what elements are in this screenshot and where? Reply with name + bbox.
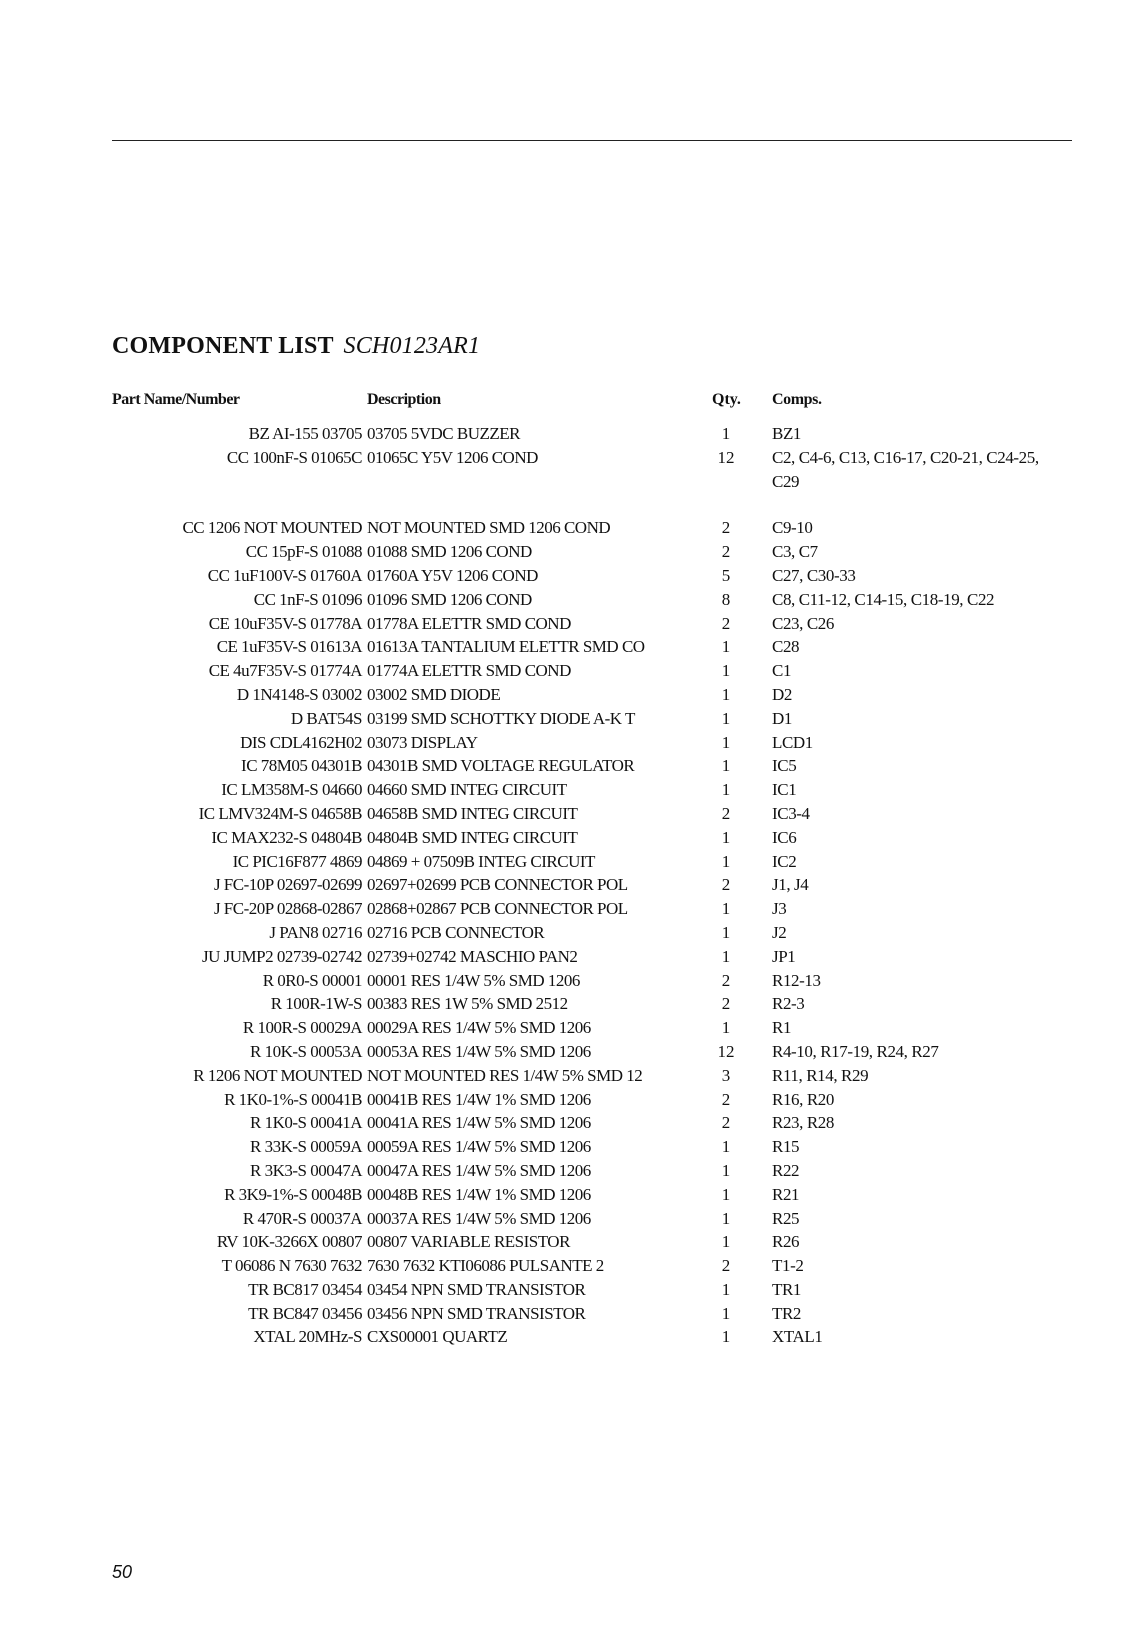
part-cell: IC LM358M-S 04660 <box>221 780 362 800</box>
comps-cell: C9-10 <box>772 518 813 538</box>
table-row <box>112 707 1092 731</box>
table-row <box>112 540 1092 564</box>
description-cell: 00041B RES 1/4W 1% SMD 1206 <box>367 1089 591 1109</box>
part-cell: R 33K-S 00059A <box>249 1137 362 1157</box>
comps-cell: T1-2 <box>772 1256 804 1276</box>
comps-cell: R25 <box>772 1208 800 1228</box>
description-cell: 00001 RES 1/4W 5% SMD 1206 <box>367 970 580 990</box>
part-cell: CE 1uF35V-S 01613A <box>216 637 362 657</box>
qty-cell: 12 <box>717 447 735 467</box>
part-cell: RV 10K-3266X 00807 <box>216 1232 362 1252</box>
table-row <box>112 588 1092 612</box>
part-cell: J FC-10P 02697-02699 <box>213 875 362 895</box>
part-cell: CC 1uF100V-S 01760A <box>207 565 362 585</box>
description-cell: 00053A RES 1/4W 5% SMD 1206 <box>367 1041 591 1061</box>
description-cell: 03456 NPN SMD TRANSISTOR <box>367 1303 586 1323</box>
table-row <box>112 1159 1092 1183</box>
part-cell: D BAT54S <box>290 708 362 728</box>
table-row <box>112 731 1092 755</box>
table-row <box>112 635 1092 659</box>
description-cell: 01760A Y5V 1206 COND <box>367 565 538 585</box>
comps-cell: BZ1 <box>772 424 802 443</box>
comps-cell: D2 <box>772 684 792 704</box>
header-qty: Qty. <box>712 391 741 408</box>
header-part: Part Name/Number <box>112 391 240 408</box>
part-cell: R 100R-S 00029A <box>242 1018 362 1038</box>
qty-cell: 1 <box>721 1208 731 1228</box>
row-spacer <box>112 493 1092 516</box>
comps-cell: R4-10, R17-19, R24, R27 <box>772 1041 939 1061</box>
qty-cell: 1 <box>721 1232 731 1252</box>
part-cell: IC LMV324M-S 04658B <box>198 803 362 823</box>
table-row <box>112 1325 1092 1349</box>
comps-cell: R21 <box>772 1184 800 1204</box>
part-cell: XTAL 20MHz-S <box>253 1327 362 1347</box>
description-cell: 03454 NPN SMD TRANSISTOR <box>367 1279 586 1299</box>
part-cell: D 1N4148-S 03002 <box>236 684 362 704</box>
comps-cell: R26 <box>772 1232 800 1252</box>
qty-cell: 2 <box>721 1089 731 1109</box>
qty-cell: 2 <box>721 970 731 990</box>
comps-cell: R12-13 <box>772 970 821 990</box>
description-cell: 00383 RES 1W 5% SMD 2512 <box>367 994 568 1014</box>
description-cell: NOT MOUNTED SMD 1206 COND <box>367 518 611 538</box>
qty-cell: 1 <box>721 1327 731 1347</box>
part-cell: R 470R-S 00037A <box>242 1208 362 1228</box>
comps-cell: IC3-4 <box>772 803 810 823</box>
table-row <box>112 1230 1092 1254</box>
qty-cell: 1 <box>721 851 731 871</box>
table-row <box>112 1040 1092 1064</box>
qty-cell: 1 <box>721 708 731 728</box>
table-row <box>112 516 1092 540</box>
comps-cell: R2-3 <box>772 994 805 1014</box>
table-row <box>112 446 1092 470</box>
part-cell: J FC-20P 02868-02867 <box>213 899 362 919</box>
part-cell: R 1206 NOT MOUNTED <box>193 1065 362 1085</box>
table-row <box>112 921 1092 945</box>
qty-cell: 1 <box>721 684 731 704</box>
comps-cell: TR2 <box>772 1303 802 1323</box>
table-row <box>112 612 1092 636</box>
qty-cell: 1 <box>721 1303 731 1323</box>
part-cell: T 06086 N 7630 7632 <box>221 1256 362 1276</box>
table-body <box>112 422 1092 1349</box>
comps-cell: C3, C7 <box>772 542 818 562</box>
table-row <box>112 1278 1092 1302</box>
top-rule <box>112 140 1072 141</box>
part-cell: CC 1206 NOT MOUNTED <box>182 518 362 538</box>
description-cell: 00807 VARIABLE RESISTOR <box>367 1232 570 1252</box>
comps-cell: TR1 <box>772 1279 802 1299</box>
qty-cell: 2 <box>721 1256 731 1276</box>
comps-cell: R16, R20 <box>772 1089 834 1109</box>
header-comps: Comps. <box>772 391 822 408</box>
table-row <box>112 1111 1092 1135</box>
qty-cell: 1 <box>721 1184 731 1204</box>
comps-cell: IC6 <box>772 827 797 847</box>
comps-cell: R23, R28 <box>772 1113 834 1133</box>
qty-cell: 1 <box>721 424 731 443</box>
table-row <box>112 470 1092 494</box>
qty-cell: 2 <box>721 542 731 562</box>
qty-cell: 1 <box>721 827 731 847</box>
part-cell: CC 100nF-S 01065C <box>226 447 362 467</box>
table-row <box>112 850 1092 874</box>
qty-cell: 2 <box>721 803 731 823</box>
description-cell: 01613A TANTALIUM ELETTR SMD CO <box>367 637 645 657</box>
qty-cell: 1 <box>721 732 731 752</box>
description-cell: 01065C Y5V 1206 COND <box>367 447 538 467</box>
table-row <box>112 1135 1092 1159</box>
qty-cell: 1 <box>721 661 731 681</box>
comps-cell: C1 <box>772 661 792 681</box>
table-header <box>112 388 1092 422</box>
table-row <box>112 873 1092 897</box>
description-cell: 02697+02699 PCB CONNECTOR POL <box>367 875 628 895</box>
component-table <box>112 388 1092 1349</box>
part-cell: TR BC847 03456 <box>248 1303 362 1323</box>
description-cell: 01088 SMD 1206 COND <box>367 542 532 562</box>
part-cell: BZ AI-155 03705 <box>248 424 362 443</box>
qty-cell: 1 <box>721 756 731 776</box>
header-description: Description <box>367 391 441 408</box>
description-cell: 7630 7632 KTI06086 PULSANTE 2 <box>367 1256 604 1276</box>
part-cell: IC PIC16F877 4869 <box>232 851 362 871</box>
description-cell: 04804B SMD INTEG CIRCUIT <box>367 827 578 847</box>
description-cell: CXS00001 QUARTZ <box>367 1327 508 1347</box>
comps-cell: J2 <box>772 922 787 942</box>
description-cell: 03199 SMD SCHOTTKY DIODE A-K T <box>367 708 635 728</box>
qty-cell: 1 <box>721 922 731 942</box>
description-cell: 01096 SMD 1206 COND <box>367 589 532 609</box>
qty-cell: 5 <box>721 565 731 585</box>
table-row <box>112 1302 1092 1326</box>
description-cell: 00037A RES 1/4W 5% SMD 1206 <box>367 1208 591 1228</box>
part-cell: R 1K0-1%-S 00041B <box>224 1089 362 1109</box>
table-row <box>112 1254 1092 1278</box>
qty-cell: 2 <box>721 994 731 1014</box>
part-cell: TR BC817 03454 <box>248 1279 362 1299</box>
description-cell: 04869 + 07509B INTEG CIRCUIT <box>367 851 595 871</box>
table-row <box>112 683 1092 707</box>
comps-cell: C8, C11-12, C14-15, C18-19, C22 <box>772 589 995 609</box>
description-cell: 00048B RES 1/4W 1% SMD 1206 <box>367 1184 591 1204</box>
table-row <box>112 1088 1092 1112</box>
part-cell: JU JUMP2 02739-02742 <box>201 946 362 966</box>
comps-cell: C2, C4-6, C13, C16-17, C20-21, C24-25, <box>772 447 1039 467</box>
table-row <box>112 897 1092 921</box>
description-cell: 00059A RES 1/4W 5% SMD 1206 <box>367 1137 591 1157</box>
comps-cell: C28 <box>772 637 800 657</box>
part-cell: CE 10uF35V-S 01778A <box>208 613 362 633</box>
part-cell: R 100R-1W-S <box>270 994 362 1014</box>
table-row <box>112 969 1092 993</box>
part-cell: CC 1nF-S 01096 <box>253 589 362 609</box>
description-cell: 02739+02742 MASCHIO PAN2 <box>367 946 578 966</box>
table-row <box>112 754 1092 778</box>
qty-cell: 1 <box>721 637 731 657</box>
description-cell: 03705 5VDC BUZZER <box>367 424 520 443</box>
page-number: 50 <box>112 1562 133 1582</box>
part-cell: R 3K3-S 00047A <box>249 1160 362 1180</box>
qty-cell: 2 <box>721 613 731 633</box>
comps-cell: JP1 <box>772 946 796 966</box>
description-cell: NOT MOUNTED RES 1/4W 5% SMD 12 <box>367 1065 643 1085</box>
comps-cell: R15 <box>772 1137 800 1157</box>
comps-cell: J1, J4 <box>772 875 809 895</box>
description-cell: 04301B SMD VOLTAGE REGULATOR <box>367 756 635 776</box>
table-row <box>112 945 1092 969</box>
comps-cell: IC5 <box>772 756 797 776</box>
table-row <box>112 1207 1092 1231</box>
table-row <box>112 992 1092 1016</box>
qty-cell: 2 <box>721 1113 731 1133</box>
comps-cell: LCD1 <box>772 732 813 752</box>
qty-cell: 1 <box>721 946 731 966</box>
description-cell: 03002 SMD DIODE <box>367 684 501 704</box>
comps-cell: IC2 <box>772 851 797 871</box>
description-cell: 04660 SMD INTEG CIRCUIT <box>367 780 567 800</box>
part-cell: R 1K0-S 00041A <box>249 1113 362 1133</box>
description-cell: 00041A RES 1/4W 5% SMD 1206 <box>367 1113 591 1133</box>
table-row <box>112 826 1092 850</box>
comps-cell: D1 <box>772 708 792 728</box>
description-cell: 04658B SMD INTEG CIRCUIT <box>367 803 578 823</box>
comps-cell: IC1 <box>772 780 797 800</box>
qty-cell: 12 <box>717 1041 735 1061</box>
description-cell: 02868+02867 PCB CONNECTOR POL <box>367 899 628 919</box>
part-cell: IC MAX232-S 04804B <box>211 827 362 847</box>
description-cell: 00029A RES 1/4W 5% SMD 1206 <box>367 1018 591 1038</box>
title-text: COMPONENT LIST <box>112 333 334 359</box>
table-row <box>112 659 1092 683</box>
part-cell: CE 4u7F35V-S 01774A <box>208 661 362 681</box>
table-row <box>112 802 1092 826</box>
part-cell: R 10K-S 00053A <box>249 1041 362 1061</box>
qty-cell: 1 <box>721 1160 731 1180</box>
comps-cell: R22 <box>772 1160 800 1180</box>
comps-cell: C27, C30-33 <box>772 565 856 585</box>
description-cell: 01778A ELETTR SMD COND <box>367 613 571 633</box>
qty-cell: 2 <box>721 518 731 538</box>
qty-cell: 8 <box>721 589 731 609</box>
qty-cell: 1 <box>721 1018 731 1038</box>
part-cell: J PAN8 02716 <box>269 922 362 942</box>
part-cell: CC 15pF-S 01088 <box>245 542 362 562</box>
qty-cell: 3 <box>721 1065 731 1085</box>
table-row <box>112 1183 1092 1207</box>
comps-cell: J3 <box>772 899 787 919</box>
qty-cell: 1 <box>721 899 731 919</box>
part-cell: IC 78M05 04301B <box>241 756 362 776</box>
part-cell: R 0R0-S 00001 <box>262 970 362 990</box>
table-row <box>112 1016 1092 1040</box>
table-row <box>112 1064 1092 1088</box>
part-cell: R 3K9-1%-S 00048B <box>224 1184 362 1204</box>
table-row <box>112 778 1092 802</box>
qty-cell: 1 <box>721 1137 731 1157</box>
comps-cell: C23, C26 <box>772 613 834 633</box>
qty-cell: 2 <box>721 875 731 895</box>
table-row <box>112 422 1092 446</box>
description-cell: 01774A ELETTR SMD COND <box>367 661 571 681</box>
description-cell: 00047A RES 1/4W 5% SMD 1206 <box>367 1160 591 1180</box>
qty-cell: 1 <box>721 1279 731 1299</box>
comps-cell: R11, R14, R29 <box>772 1065 869 1085</box>
table-row <box>112 564 1092 588</box>
comps-cell: R1 <box>772 1018 792 1038</box>
qty-cell: 1 <box>721 780 731 800</box>
comps-cell: XTAL1 <box>772 1327 823 1347</box>
part-cell: DIS CDL4162H02 <box>240 732 362 752</box>
description-cell: 02716 PCB CONNECTOR <box>367 922 545 942</box>
schematic-code: SCH0123AR1 <box>343 333 481 359</box>
comps-cell: C29 <box>772 471 800 491</box>
page-title <box>112 333 480 360</box>
description-cell: 03073 DISPLAY <box>367 732 478 752</box>
